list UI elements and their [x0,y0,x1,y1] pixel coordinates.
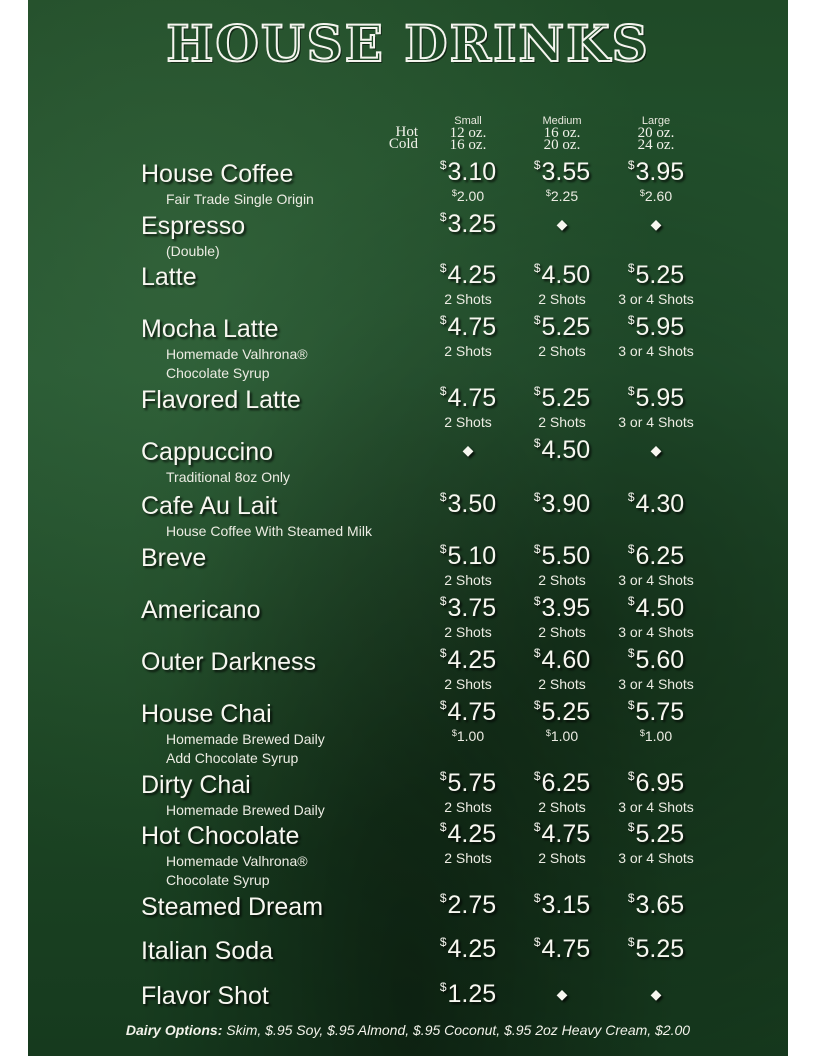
currency-symbol: $ [451,188,457,198]
price-value: 4.50 [541,261,591,289]
price [512,313,612,342]
price-value: 1.25 [447,980,497,1008]
price-value: 4.25 [447,261,497,289]
price [418,594,518,623]
currency-symbol: $ [627,646,635,660]
price [606,594,706,623]
drink-name: Outer Darkness [141,648,317,676]
currency-symbol: $ [627,261,635,275]
currency-symbol: $ [533,698,541,712]
currency-symbol: $ [439,490,447,504]
price [606,542,706,571]
price [418,261,518,290]
price-note: 3 or 4 Shots [618,799,694,815]
price-note: 3 or 4 Shots [618,414,694,430]
price-value: 3.15 [541,891,591,919]
price [418,542,518,571]
unavailable-icon: ◆ [462,442,474,458]
price-value: 5.25 [541,384,591,412]
currency-symbol: $ [533,594,541,608]
price-value: 6.25 [541,769,591,797]
currency-symbol: $ [545,188,551,198]
currency-symbol: $ [639,728,645,738]
price-note [512,188,612,204]
price-value: 4.75 [541,935,591,963]
currency-symbol: $ [439,542,447,556]
cold-label: Cold [388,136,418,152]
price-note: 3 or 4 Shots [618,850,694,866]
dairy-label: Dairy Options: [125,1022,223,1038]
price-value: 4.30 [635,490,685,518]
drink-name: Americano [141,596,261,624]
hot-oz: 20 oz. [637,125,675,141]
price-value: 5.25 [635,261,685,289]
price [606,820,706,849]
currency-symbol: $ [627,542,635,556]
price [512,769,612,798]
price-value: 4.50 [541,436,591,464]
currency-symbol: $ [533,769,541,783]
price [606,769,706,798]
price-value: 4.75 [447,384,497,412]
price-value: 5.25 [541,313,591,341]
price-note: 2 Shots [538,291,586,307]
hot-label: Hot [395,124,418,140]
note-value: 2.25 [550,188,579,204]
drink-description: Homemade Valhrona® [166,853,308,869]
drink-description: Traditional 8oz Only [166,469,290,485]
currency-symbol: $ [439,210,447,224]
price-value: 4.25 [447,820,497,848]
currency-symbol: $ [533,935,541,949]
currency-symbol: $ [533,891,541,905]
column-header-large [606,115,706,151]
drink-name: Mocha Latte [141,315,279,343]
price-note: 2 Shots [538,414,586,430]
currency-symbol: $ [439,820,447,834]
unavailable-icon: ◆ [650,986,662,1002]
unavailable-icon: ◆ [556,216,568,232]
currency-symbol: $ [627,313,635,327]
price [418,891,518,920]
price [606,313,706,342]
drink-name: Espresso [141,212,246,240]
price [606,158,706,187]
price-value: 5.50 [541,542,591,570]
price [606,646,706,675]
price-value: 5.10 [447,542,497,570]
price-note: 2 Shots [444,624,492,640]
price [418,769,518,798]
price [418,158,518,187]
price-value: 4.25 [447,646,497,674]
currency-symbol: $ [627,158,635,172]
menu-title: HOUSE DRINKS [166,14,650,73]
drink-name: Dirty Chai [141,771,251,799]
price-note [418,728,518,744]
price [512,891,612,920]
price-value: 5.95 [635,384,685,412]
currency-symbol: $ [627,490,635,504]
unavailable-icon: ◆ [650,442,662,458]
price [606,261,706,290]
price [512,698,612,727]
price [418,210,518,239]
price-note: 3 or 4 Shots [618,572,694,588]
drink-name: House Coffee [141,160,294,188]
price [512,384,612,413]
currency-symbol: $ [439,980,447,994]
drink-description: Homemade Brewed Daily [166,731,325,747]
price [418,980,518,1009]
price [606,698,706,727]
price-value: 3.95 [635,158,685,186]
price-value: 2.75 [447,891,497,919]
currency-symbol: $ [627,594,635,608]
price-value: 5.25 [635,935,685,963]
price-note: 2 Shots [444,676,492,692]
temperature-labels [378,126,418,150]
currency-symbol: $ [439,313,447,327]
price-value: 4.25 [447,935,497,963]
price-value: 5.60 [635,646,685,674]
price [418,646,518,675]
price [418,313,518,342]
currency-symbol: $ [533,542,541,556]
currency-symbol: $ [639,188,645,198]
drink-name: Hot Chocolate [141,822,300,850]
drink-name: Italian Soda [141,937,274,965]
drink-description: House Coffee With Steamed Milk [166,523,372,539]
price-note [512,728,612,744]
size-label: Medium [542,115,582,127]
price [606,935,706,964]
price-note: 2 Shots [538,343,586,359]
drink-name: Steamed Dream [141,893,324,921]
currency-symbol: $ [533,646,541,660]
price-note: 2 Shots [444,343,492,359]
price-note: 3 or 4 Shots [618,291,694,307]
title-banner [28,14,788,73]
drink-name: Flavored Latte [141,386,301,414]
currency-symbol: $ [439,261,447,275]
drink-description: Chocolate Syrup [166,365,270,381]
currency-symbol: $ [533,313,541,327]
price [606,891,706,920]
price-value: 5.75 [635,698,685,726]
drink-description: (Double) [166,243,220,259]
currency-symbol: $ [627,769,635,783]
currency-symbol: $ [533,261,541,275]
currency-symbol: $ [439,594,447,608]
hot-oz: 12 oz. [449,125,487,141]
price-note: 3 or 4 Shots [618,676,694,692]
price [512,436,612,465]
drink-name: Cafe Au Lait [141,492,278,520]
price-value: 3.65 [635,891,685,919]
price-note: 2 Shots [444,572,492,588]
note-value: 1.00 [550,728,579,744]
size-label: Large [641,115,671,127]
dairy-options [28,1022,788,1038]
price-value: 4.75 [447,698,497,726]
price-value: 5.95 [635,313,685,341]
price [512,646,612,675]
currency-symbol: $ [545,728,551,738]
hot-oz: 16 oz. [543,125,581,141]
price-value: 5.75 [447,769,497,797]
price-note [418,188,518,204]
price [512,820,612,849]
price-value: 3.90 [541,490,591,518]
price-value: 6.25 [635,542,685,570]
currency-symbol: $ [451,728,457,738]
price-note: 2 Shots [444,414,492,430]
price [512,594,612,623]
price [512,158,612,187]
price-value: 3.95 [541,594,591,622]
price [418,698,518,727]
price-note: 2 Shots [444,291,492,307]
price-note [606,188,706,204]
currency-symbol: $ [439,891,447,905]
price-value: 5.25 [541,698,591,726]
drink-description: Fair Trade Single Origin [166,191,314,207]
price-value: 5.25 [635,820,685,848]
price-value: 3.55 [541,158,591,186]
drink-description: Chocolate Syrup [166,872,270,888]
price [512,542,612,571]
currency-symbol: $ [627,935,635,949]
currency-symbol: $ [627,891,635,905]
price-note [606,728,706,744]
drink-name: Cappuccino [141,438,274,466]
price [418,935,518,964]
price-value: 4.75 [447,313,497,341]
size-label: Small [454,115,482,127]
price-note: 2 Shots [538,624,586,640]
price-value: 3.25 [447,210,497,238]
price [512,935,612,964]
cold-oz: 16 oz. [449,137,487,153]
currency-symbol: $ [533,436,541,450]
unavailable-icon: ◆ [556,986,568,1002]
price-value: 6.95 [635,769,685,797]
column-header-medium [512,115,612,151]
currency-symbol: $ [533,158,541,172]
menu-board [28,0,788,1056]
currency-symbol: $ [627,384,635,398]
price [418,384,518,413]
drink-name: House Chai [141,700,272,728]
price-note: 3 or 4 Shots [618,343,694,359]
drink-description: Homemade Valhrona® [166,346,308,362]
drink-name: Latte [141,263,197,291]
note-value: 2.00 [456,188,485,204]
price [418,490,518,519]
price-note: 2 Shots [538,676,586,692]
currency-symbol: $ [533,384,541,398]
price-value: 4.50 [635,594,685,622]
drink-name: Breve [141,544,207,572]
price-value: 4.60 [541,646,591,674]
drink-description: Add Chocolate Syrup [166,750,299,766]
cold-oz: 20 oz. [543,137,581,153]
dairy-text: Skim, $.95 Soy, $.95 Almond, $.95 Coconut, $.95 2oz Heavy Cream, $2.00 [226,1022,691,1038]
price-note: 2 Shots [538,850,586,866]
currency-symbol: $ [439,158,447,172]
price-note: 2 Shots [444,799,492,815]
drink-name: Flavor Shot [141,982,269,1010]
price-value: 4.75 [541,820,591,848]
price-note: 3 or 4 Shots [618,624,694,640]
currency-symbol: $ [533,820,541,834]
price [606,490,706,519]
note-value: 2.60 [644,188,673,204]
currency-symbol: $ [627,820,635,834]
price-note: 2 Shots [538,572,586,588]
currency-symbol: $ [439,935,447,949]
currency-symbol: $ [627,698,635,712]
price-value: 3.50 [447,490,497,518]
cold-oz: 24 oz. [637,137,675,153]
note-value: 1.00 [456,728,485,744]
currency-symbol: $ [439,646,447,660]
drink-description: Homemade Brewed Daily [166,802,325,818]
note-value: 1.00 [644,728,673,744]
price-value: 3.10 [447,158,497,186]
currency-symbol: $ [439,384,447,398]
currency-symbol: $ [533,490,541,504]
currency-symbol: $ [439,769,447,783]
price-value: 3.75 [447,594,497,622]
unavailable-icon: ◆ [650,216,662,232]
price-note: 2 Shots [538,799,586,815]
currency-symbol: $ [439,698,447,712]
price [418,820,518,849]
price [606,384,706,413]
price-note: 2 Shots [444,850,492,866]
price [512,261,612,290]
price [512,490,612,519]
column-header-small [418,115,518,151]
